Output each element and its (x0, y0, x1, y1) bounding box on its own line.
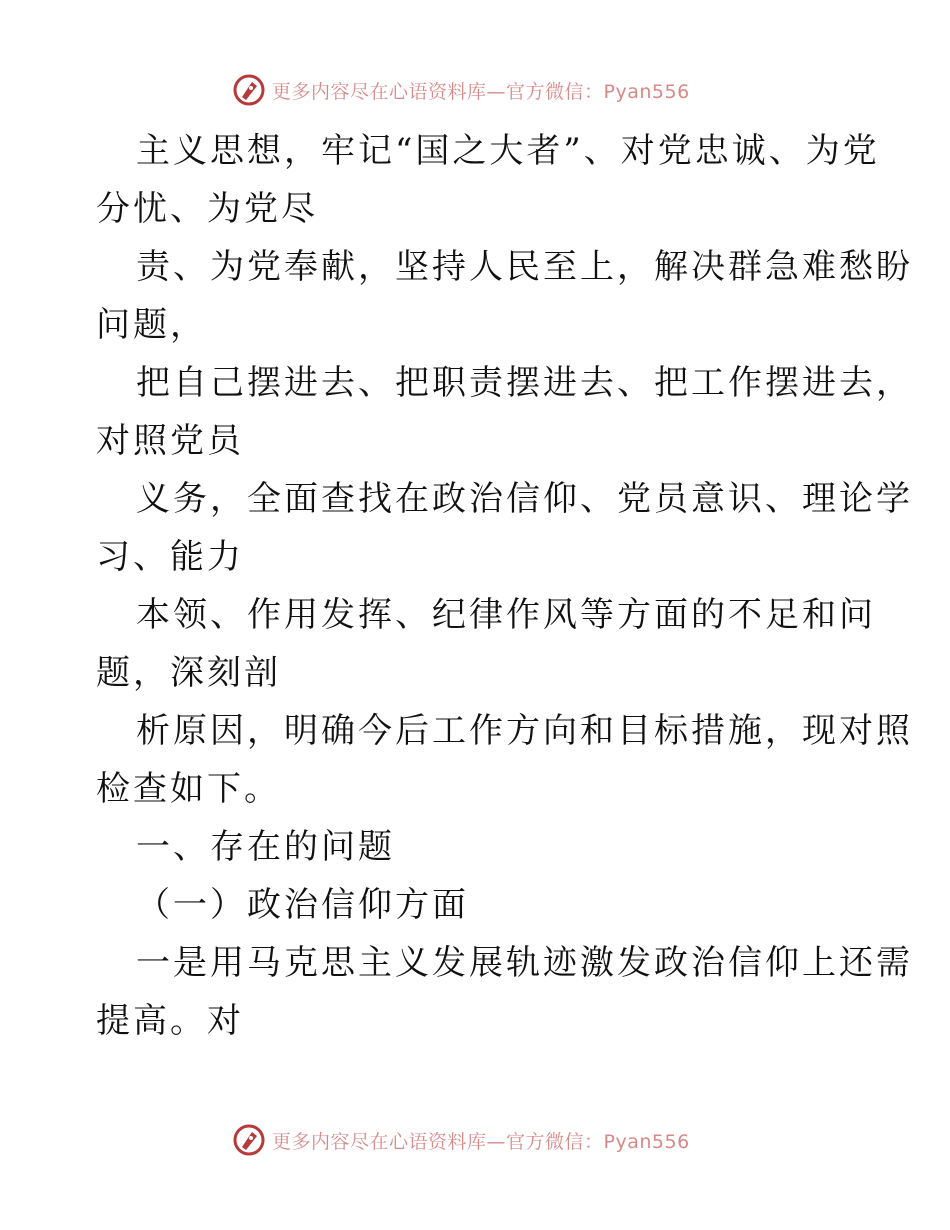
body-line: 主义思想，牢记“国之大者”、对党忠诚、为党 (136, 131, 880, 171)
body-line: 习、能力 (96, 537, 244, 577)
body-line: 本领、作用发挥、纪律作风等方面的不足和问 (136, 595, 876, 635)
body-line: 题，深刻剖 (96, 653, 281, 693)
body-line: 义务，全面查找在政治信仰、党员意识、理论学 (136, 479, 913, 519)
body-line: 分忧、为党尽 (96, 189, 318, 229)
watermark-text: 更多内容尽在心语资料库—官方微信：Pyan556 (272, 80, 690, 103)
body-line: 一是用马克思主义发展轨迹激发政治信仰上还需 (136, 943, 913, 983)
section-heading: 一、存在的问题 (136, 827, 395, 867)
footer-watermark (232, 1122, 690, 1158)
body-line: 问题， (96, 305, 207, 345)
body-line: 把自己摆进去、把职责摆进去、把工作摆进去， (136, 363, 913, 403)
body-line: 检查如下。 (96, 769, 281, 809)
body-line: 责、为党奉献，坚持人民至上，解决群急难愁盼 (136, 247, 913, 287)
pen-nib-logo-icon (232, 1123, 266, 1157)
header-watermark (232, 72, 690, 108)
body-line: 提高。对 (96, 1001, 244, 1041)
document-body (96, 122, 913, 1050)
watermark-text: 更多内容尽在心语资料库—官方微信：Pyan556 (272, 1130, 690, 1153)
subsection-heading: （一）政治信仰方面 (136, 885, 469, 925)
pen-nib-logo-icon (232, 73, 266, 107)
body-line: 对照党员 (96, 421, 244, 461)
body-line: 析原因，明确今后工作方向和目标措施，现对照 (136, 711, 913, 751)
